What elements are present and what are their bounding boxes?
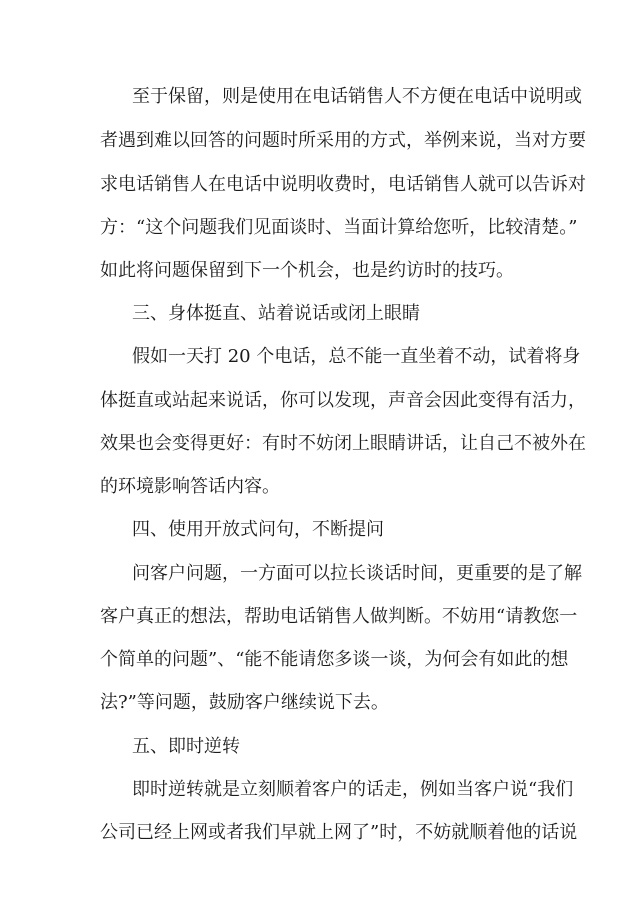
paragraph-line: 即时逆转就是立刻顺着客户的话走，例如当客户说“我们 (132, 779, 574, 800)
paragraph-line: 客户真正的想法，帮助电话销售人做判断。不妨用“请教您一 (100, 606, 578, 627)
paragraph-line: 体挺直或站起来说话，你可以发现，声音会因此变得有活力， (100, 390, 586, 411)
paragraph-line: 求电话销售人在电话中说明收费时，电话销售人就可以告诉对 (100, 174, 586, 195)
section-heading: 五、即时逆转 (132, 736, 240, 757)
section-heading: 四、使用开放式问句，不断提问 (132, 519, 384, 540)
paragraph-line: 问客户问题，一方面可以拉长谈话时间，更重要的是了解 (132, 563, 582, 584)
paragraph-line: 公司已经上网或者我们早就上网了”时，不妨就顺着他的话说 (100, 822, 578, 843)
paragraph-line: 效果也会变得更好：有时不妨闭上眼睛讲话，让自己不被外在 (100, 433, 586, 454)
paragraph-line: 者遇到难以回答的问题时所采用的方式，举例来说，当对方要 (100, 130, 586, 151)
paragraph-line: 假如一天打 20 个电话，总不能一直坐着不动，试着将身 (132, 346, 581, 367)
paragraph-line: 个简单的问题”、“能不能请您多谈一谈，为何会有如此的想 (100, 649, 569, 670)
section-heading: 三、身体挺直、站着说话或闭上眼睛 (132, 303, 420, 324)
paragraph-line: 的环境影响答话内容。 (100, 476, 280, 497)
paragraph-line: 法?”等问题，鼓励客户继续说下去。 (100, 692, 389, 713)
paragraph-line: 至于保留，则是使用在电话销售人不方便在电话中说明或 (132, 86, 582, 107)
paragraph-line: 如此将问题保留到下一个机会，也是约访时的技巧。 (100, 260, 514, 281)
paragraph-line: 方：“这个问题我们见面谈时、当面计算给您听，比较清楚。” (100, 217, 578, 238)
